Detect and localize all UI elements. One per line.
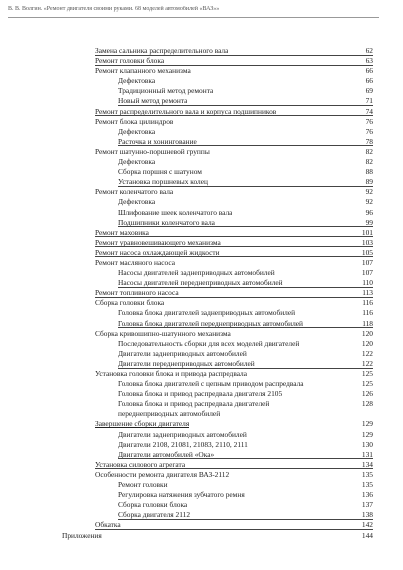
toc-entry-page: 116 xyxy=(362,298,373,308)
toc-entry-title: Двигатели заднеприводных автомобилей xyxy=(118,429,247,439)
toc-entry-title: Двигатели 2108, 21081, 21083, 2110, 2111 xyxy=(118,439,248,449)
toc-row xyxy=(0,490,403,500)
toc-row xyxy=(0,96,403,106)
toc-entry-page: 74 xyxy=(365,106,373,116)
toc-row xyxy=(0,127,403,137)
toc-entry-page: 107 xyxy=(361,268,373,278)
toc-row xyxy=(0,187,403,197)
toc-row xyxy=(0,339,403,349)
toc-entry-page: 113 xyxy=(362,288,373,298)
toc-entry-page: 105 xyxy=(361,247,373,257)
toc-entry-page: 122 xyxy=(361,348,373,358)
toc-entry-title: Традиционный метод ремонта xyxy=(118,86,214,96)
toc-row xyxy=(0,137,403,147)
toc-entry-page: 110 xyxy=(362,278,373,288)
toc-row xyxy=(0,329,403,339)
toc-entry-page: 120 xyxy=(361,328,373,338)
header-rule xyxy=(8,17,379,18)
toc-entry-page: 71 xyxy=(365,96,373,106)
toc-entry-page: 138 xyxy=(361,510,373,520)
toc-row xyxy=(0,440,403,450)
toc-entry-page: 92 xyxy=(365,197,373,207)
toc-entry-page: 107 xyxy=(361,257,373,267)
running-header: В. В. Волгин. «Ремонт двигателя своими руками. 68 моделей автомобилей «ВАЗ»» xyxy=(8,6,220,12)
toc-row xyxy=(0,107,403,117)
toc-entry-title: Двигатели переднеприводных автомобилей xyxy=(118,358,255,368)
toc-entry-title: Головка блока и привод распредвала двигателя 2105 xyxy=(118,389,283,399)
toc-row xyxy=(0,399,403,409)
toc-entry-title: Дефектовка xyxy=(118,126,156,136)
toc-entry-title: Головка блока двигателей с цепным приводом распредвала xyxy=(118,379,304,389)
toc-row xyxy=(0,480,403,490)
toc-entry-page: 82 xyxy=(365,146,373,156)
toc-entry-page: 76 xyxy=(365,126,373,136)
toc-entry-page: 82 xyxy=(365,157,373,167)
toc-row xyxy=(0,419,403,429)
toc-entry-title: Дефектовка xyxy=(118,157,156,167)
toc-entry-page: 88 xyxy=(365,167,373,177)
toc-entry-title: Ремонт насоса охлаждающей жидкости xyxy=(95,247,220,257)
toc-entry-page: 125 xyxy=(361,379,373,389)
toc-entry-title: Ремонт шатунно-поршневой группы xyxy=(95,146,210,156)
toc-entry-page: 69 xyxy=(365,86,373,96)
toc-row xyxy=(0,510,403,520)
toc-row xyxy=(0,197,403,207)
toc-entry-page: 120 xyxy=(361,338,373,348)
toc-row xyxy=(0,76,403,86)
toc-row xyxy=(0,66,403,76)
toc-entry-title: Ремонт головки xyxy=(118,480,168,490)
toc-row xyxy=(0,208,403,218)
toc-row xyxy=(0,450,403,460)
toc-entry-page: 135 xyxy=(361,469,373,479)
toc-row xyxy=(0,460,403,470)
toc-entry-page: 63 xyxy=(365,56,373,66)
toc-row xyxy=(0,177,403,187)
toc-row xyxy=(0,359,403,369)
toc-row xyxy=(0,379,403,389)
toc-entry-page: 129 xyxy=(361,429,373,439)
toc-entry-title: Дефектовка xyxy=(118,197,156,207)
toc-row xyxy=(0,389,403,399)
toc-entry-page: 78 xyxy=(365,136,373,146)
toc-entry-page: 103 xyxy=(361,237,373,247)
toc-row xyxy=(0,288,403,298)
toc-row xyxy=(0,248,403,258)
toc-row xyxy=(0,500,403,510)
toc-row xyxy=(0,531,403,541)
toc-entry-title: Головка блока двигателей заднеприводных автомобилей xyxy=(118,308,296,318)
toc-entry-page: 128 xyxy=(361,399,373,409)
toc-entry-title: Ремонт коленчатого вала xyxy=(95,187,174,197)
toc-entry-title: Последовательность сборки для всех моделей двигателей xyxy=(118,338,300,348)
toc-row xyxy=(0,157,403,167)
toc-row xyxy=(0,520,403,530)
toc-row xyxy=(0,308,403,318)
toc-entry-page: 96 xyxy=(365,207,373,217)
toc-entry-page: 126 xyxy=(361,389,373,399)
toc-entry-title: Регулировка натяжения зубчатого ремня xyxy=(118,490,245,500)
toc-entry-page: 142 xyxy=(361,520,373,530)
toc-entry-title: Насосы двигателей переднеприводных автомобилей xyxy=(118,278,283,288)
toc-entry-title: Установка силового агрегата xyxy=(95,459,186,469)
toc-entry-title: Ремонт топливного насоса xyxy=(95,288,179,298)
toc-entry-title: Обкатка xyxy=(95,520,121,530)
toc-entry-page: 125 xyxy=(361,369,373,378)
toc-entry-title: Двигатели заднеприводных автомобилей xyxy=(118,348,247,358)
toc-entry-page: 62 xyxy=(365,46,373,55)
table-of-contents xyxy=(0,46,403,541)
toc-entry-page: 66 xyxy=(365,66,373,76)
toc-entry-page: 137 xyxy=(361,500,373,510)
toc-entry-title: Головка блока двигателей переднеприводных автомобилей xyxy=(118,318,304,328)
toc-entry-title: Ремонт масляного насоса xyxy=(95,257,176,267)
toc-entry-title: Сборка головки блока xyxy=(118,500,188,510)
toc-entry-title: Двигатели автомобилей «Ока» xyxy=(118,449,215,459)
toc-entry-title: Ремонт маховика xyxy=(95,227,149,237)
toc-entry-title: Ремонт клапанного механизма xyxy=(95,66,191,76)
toc-entry-page: 130 xyxy=(361,439,373,449)
toc-row xyxy=(0,430,403,440)
toc-entry-title: Сборка кривошипно-шатунного механизма xyxy=(95,328,231,338)
toc-entry-page: 76 xyxy=(365,116,373,126)
toc-entry-page: 101 xyxy=(361,227,373,237)
toc-entry-title: Новый метод ремонта xyxy=(118,96,188,106)
toc-entry-page: 89 xyxy=(365,177,373,187)
toc-entry-page: 99 xyxy=(365,217,373,227)
toc-row xyxy=(0,470,403,480)
toc-entry-title: Сборка двигателя 2112 xyxy=(118,510,191,520)
toc-row xyxy=(0,319,403,329)
toc-entry-page: 122 xyxy=(361,358,373,368)
toc-entry-page: 144 xyxy=(361,530,373,540)
toc-entry-title: Ремонт распределительного вала и корпуса подшипников xyxy=(95,106,277,116)
toc-entry-page: 116 xyxy=(362,308,373,318)
toc-row xyxy=(0,117,403,127)
toc-row xyxy=(0,218,403,228)
toc-row xyxy=(0,268,403,278)
toc-entry-title: Сборка поршня с шатуном xyxy=(118,167,202,177)
toc-row xyxy=(0,369,403,379)
toc-row xyxy=(0,258,403,268)
toc-entry-title: Ремонт уравновешивающего механизма xyxy=(95,237,221,247)
toc-entry-title: Ремонт головки блока xyxy=(95,56,165,66)
toc-entry-title: Приложения xyxy=(62,530,102,540)
toc-row xyxy=(0,228,403,238)
toc-entry-title: Расточка и хонингование xyxy=(118,136,197,146)
toc-row xyxy=(0,298,403,308)
toc-row xyxy=(0,56,403,66)
toc-row xyxy=(0,278,403,288)
toc-row xyxy=(0,349,403,359)
toc-entry-title: Завершение сборки двигателя xyxy=(95,419,190,429)
toc-row xyxy=(0,238,403,248)
toc-entry-page: 134 xyxy=(361,459,373,469)
toc-entry-page: 66 xyxy=(365,76,373,86)
toc-entry-page: 136 xyxy=(361,490,373,500)
toc-entry-title: Особенности ремонта двигателя ВАЗ-2112 xyxy=(95,469,230,479)
toc-entry-title: Установка головки блока и привода распредвала xyxy=(95,369,248,378)
toc-entry-page: 92 xyxy=(365,187,373,197)
toc-entry-page: 135 xyxy=(361,480,373,490)
toc-entry-page: 118 xyxy=(362,318,373,328)
toc-entry-title: Подшипники коленчатого вала xyxy=(118,217,215,227)
toc-row xyxy=(0,147,403,157)
toc-entry-title: Насосы двигателей заднеприводных автомобилей xyxy=(118,268,275,278)
toc-entry-title: Дефектовка xyxy=(118,76,156,86)
toc-row xyxy=(0,167,403,177)
toc-entry-title: переднеприводных автомобилей xyxy=(118,409,221,419)
toc-entry-title: Установка поршневых колец xyxy=(118,177,208,187)
toc-entry-title: Шлифование шеек коленчатого вала xyxy=(118,207,233,217)
toc-entry-title: Головка блока и привод распредвала двигателей xyxy=(118,399,270,409)
toc-row xyxy=(0,86,403,96)
toc-entry-title: Сборка головки блока xyxy=(95,298,165,308)
toc-entry-page: 131 xyxy=(361,449,373,459)
toc-entry-page: 129 xyxy=(361,419,373,429)
toc-entry-title: Замена сальника распределительного вала xyxy=(95,46,229,55)
toc-row xyxy=(0,409,403,419)
toc-row xyxy=(0,46,403,56)
toc-entry-title: Ремонт блока цилиндров xyxy=(95,116,174,126)
